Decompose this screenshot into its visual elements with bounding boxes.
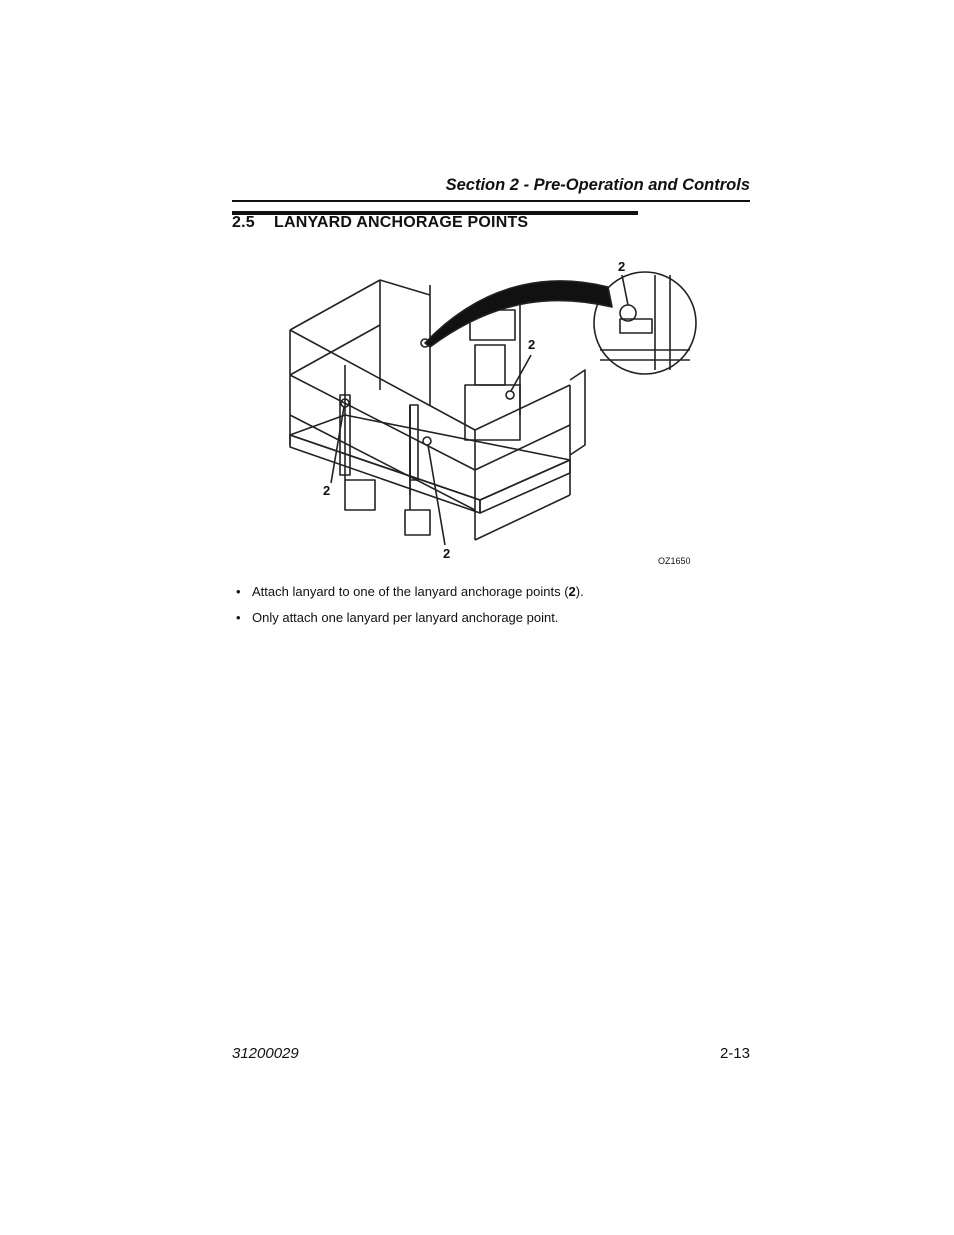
header-rule	[232, 200, 750, 202]
platform-drawing	[270, 255, 710, 575]
page-number: 2-13	[719, 1045, 750, 1062]
callout-label: 2	[443, 546, 451, 561]
heading-number: 2.5	[232, 214, 255, 231]
platform-illustration	[270, 255, 710, 575]
callout-label: 2	[618, 259, 626, 274]
figure-id: OZ1650	[658, 556, 691, 566]
list-item: • Only attach one lanyard per lanyard anchorage point.	[236, 610, 559, 625]
doc-number: 31200029	[232, 1045, 299, 1062]
list-item: • Attach lanyard to one of the lanyard anchorage points (2).	[236, 584, 584, 599]
callout-label: 2	[528, 337, 536, 352]
callout-label: 2	[323, 483, 331, 498]
section-heading	[232, 214, 528, 232]
heading-title: LANYARD ANCHORAGE POINTS	[274, 214, 529, 231]
bullet-icon: •	[236, 610, 241, 625]
bullet-icon: •	[236, 584, 241, 599]
instruction-list	[236, 584, 756, 636]
section-header: Section 2 - Pre-Operation and Controls	[445, 176, 750, 194]
